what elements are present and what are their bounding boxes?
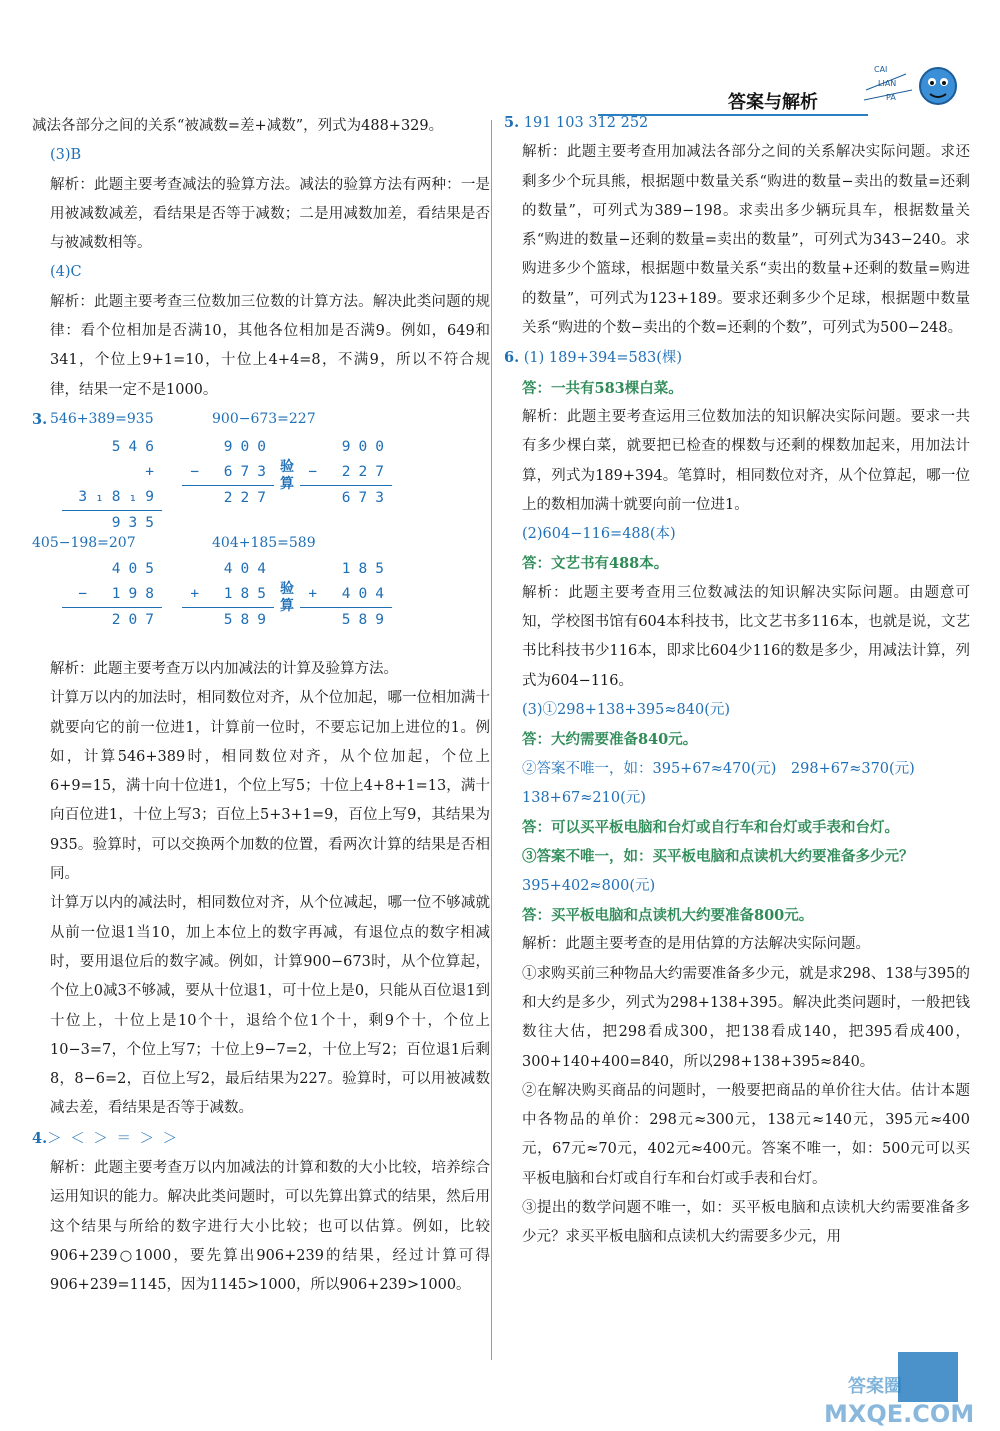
page-header [0, 0, 1000, 118]
answer-6-2: (2)604−116=488(本) [522, 526, 676, 543]
answer-3b: (3)B [50, 147, 82, 164]
svg-text:CAI: CAI [874, 65, 888, 74]
right-paragraph-3: 解析：此题主要考查用三位数减法的知识解决实际问题。由题意可知，学校图书馆有604本科技书，比文艺书多116本，也就是说，文艺书比科技书少116本，即求比604少116的数是多少，用减法计算，列式为604−116。 [522, 584, 970, 689]
svg-text:PA: PA [886, 93, 896, 102]
right-paragraph-6: ②在解决购买商品的问题时，一般要把商品的单价往大估。估计本题中各物品的单价：298元≈300元，138元≈140元，395元≈400元，67元≈70元，402元≈400元。答案不唯一，如：500元可以买平板电脑和台灯或自行车和台灯或手表和台灯。 [522, 1082, 970, 1187]
check-label-2: 验算 [280, 580, 294, 614]
answer-6-3c-cont: 395+402≈800(元) [522, 877, 656, 894]
answer-6-3c: ③答案不唯一，如：买平板电脑和点读机大约要准备多少元？ [522, 848, 914, 866]
answer-6-1: (1) 189+394=583(棵) [523, 350, 683, 367]
equation-3: 405−198=207 [32, 534, 136, 551]
question-5-number: 5. [504, 114, 520, 131]
left-paragraph-3: 解析：此题主要考查三位数加三位数的计算方法。解决此类问题的规律：看个位相加是否满10，其他各位相加是否满9。例如，649和341，个位上9+1=10，十位上4+4=8，不满9，所以不符合规律，结果一定不是1000。 [50, 293, 490, 398]
right-paragraph-5: ①求购买前三种物品大约需要准备多少元，就是求298、138与395的和大约是多少，列式为298+138+395。解决此类问题时，一般把钱数往大估，把298看成300，把138看成140，把395看成400，300+140+400=840，所以298+138+395≈840。 [522, 965, 970, 1070]
answer-6-3a: (3)①298+138+395≈840(元) [522, 701, 731, 718]
left-paragraph-6: 计算万以内的减法时，相同数位对齐，从个位减起，哪一位不够减就从前一位退1当10，加上本位上的数字再减，有退位点的数字相减时，要用退位后的数字减。例如，计算900−673时，从个位算起，个位上0减3不够减，要从十位退1，可十位上是0，只能从百位退1到十位上，十位上是10个十，退给个位1个十，剩9个十，个位上10−3=7，个位上写7；十位上9−7=2，十位上写2；百位退1后剩8，8−6=2，百位上写2，最后结果为227。验算时，可以用被减数减去差，看结果是否等于减数。 [50, 895, 490, 1117]
reply-6-2: 答：文艺书有488本。 [522, 555, 669, 573]
right-column [504, 108, 970, 1253]
left-paragraph-1: 减法各部分之间的关系“被减数=差+减数”，列式为488+329。 [32, 118, 444, 134]
check-label-1: 验算 [280, 458, 294, 492]
right-paragraph-7: ③提出的数学问题不唯一，如：买平板电脑和点读机大约需要准备多少元？求买平板电脑和点读机大约需要多少元，用 [522, 1199, 970, 1246]
reply-6-3a: 答：大约需要准备840元。 [522, 731, 698, 749]
vertical-add-1: 546 + 3₁8₁9 935 [62, 435, 162, 536]
right-paragraph-4: 解析：此题主要考查的是用估算的方法解决实际问题。 [522, 936, 870, 953]
left-paragraph-2: 解析：此题主要考查减法的验算方法。减法的验算方法有两种：一是用被减数减差，看结果是否等于减数；二是用减数加差，看结果是否与被减数相等。 [50, 176, 490, 252]
svg-text:MXQE.COM: MXQE.COM [824, 1400, 975, 1428]
equation-1: 546+389=935 [50, 410, 154, 427]
left-paragraph-7: 解析：此题主要考查万以内加减法的计算和数的大小比较，培养综合运用知识的能力。解决此类问题时，可以先算出算式的结果，然后用这个结果与所给的数字进行大小比较；也可以估算。例如，比较906+239○1000，要先算出906+239的结果，经过计算可得906+239=1145，因为1145>1000，所以906+239>1000。 [50, 1160, 490, 1294]
vertical-calculations [32, 405, 490, 655]
right-paragraph-1: 解析：此题主要考查用加减法各部分之间的关系解决实际问题。求还剩多少个玩具熊，根据题中数量关系“购进的数量−卖出的数量=还剩的数量”，可列式为389−198。求卖出多少辆玩具车，根据数量关系“购进的数量−还剩的数量=卖出的数量”，可列式为343−240。求购进多少个篮球，根据题中数量关系“卖出的数量+还剩的数量=购进的数量”，可列式为123+189。要求还剩多少个足球，根据题中数量关系“购进的个数−卖出的个数=还剩的个数”，可列式为500−248。 [522, 144, 970, 337]
equation-4: 404+185=589 [212, 534, 316, 551]
left-paragraph-4: 解析：此题主要考查万以内加减法的计算及验算方法。 [50, 660, 398, 677]
reply-6-3b: 答：可以买平板电脑和台灯或自行车和台灯或手表和台灯。 [522, 819, 899, 837]
question-5-answer: 191 103 312 252 [523, 115, 649, 131]
question-6-number: 6. [504, 349, 520, 367]
left-paragraph-5: 计算万以内的加法时，相同数位对齐，从个位加起，哪一位相加满十就要向它的前一位进1，计算前一位时，不要忘记加上进位的1。例如，计算546+389时，相同数位对齐，从个位加起，个位上6+9=15，满十向十位进1，个位上写5；十位上4+8+1=13，满十向百位进1，十位上写3；百位上5+3+1=9，百位上写9，其结果为935。验算时，可以交换两个加数的位置，看两次计算的结果是否相同。 [50, 690, 490, 883]
column-divider [491, 120, 492, 1360]
answer-4c: (4)C [50, 264, 82, 281]
reply-6-3c: 答：买平板电脑和点读机大约要准备800元。 [522, 907, 814, 925]
equation-2: 900−673=227 [212, 410, 316, 427]
reply-6-1: 答：一共有583棵白菜。 [522, 379, 683, 397]
vertical-add-2: 404 + 185 589 [182, 557, 274, 633]
vertical-sub-1: 900 − 673 227 [182, 435, 274, 511]
vertical-check-1: 900 − 227 673 [300, 435, 392, 511]
question-3-number: 3. [32, 410, 48, 428]
watermark-logo [820, 1370, 990, 1428]
vertical-check-2: 185 + 404 589 [300, 557, 392, 633]
header-title: 答案与解析 [728, 92, 818, 113]
right-paragraph-2: 解析：此题主要考查运用三位数加法的知识解决实际问题。要求一共有多少棵白菜，就要把已检查的棵数与还剩的棵数加起来，用加法计算，列式为189+394。笔算时，相同数位对齐，从个位算起，哪一位上的数相加满十就要向前一位进1。 [522, 408, 970, 513]
svg-text:LIAN: LIAN [878, 79, 897, 88]
svg-text:答案圈: 答案圈 [848, 1376, 902, 1397]
answer-6-3b-cont: 138+67≈210(元) [522, 789, 646, 806]
question-4-answer: ＞ ＜ ＞ ＝ ＞ ＞ [47, 1130, 180, 1147]
answer-6-3b: ②答案不唯一，如：395+67≈470(元) 298+67≈370(元) [522, 760, 915, 777]
question-4-number: 4. [32, 1129, 48, 1147]
vertical-sub-2: 405 − 198 207 [62, 557, 162, 633]
left-column [32, 112, 490, 1301]
